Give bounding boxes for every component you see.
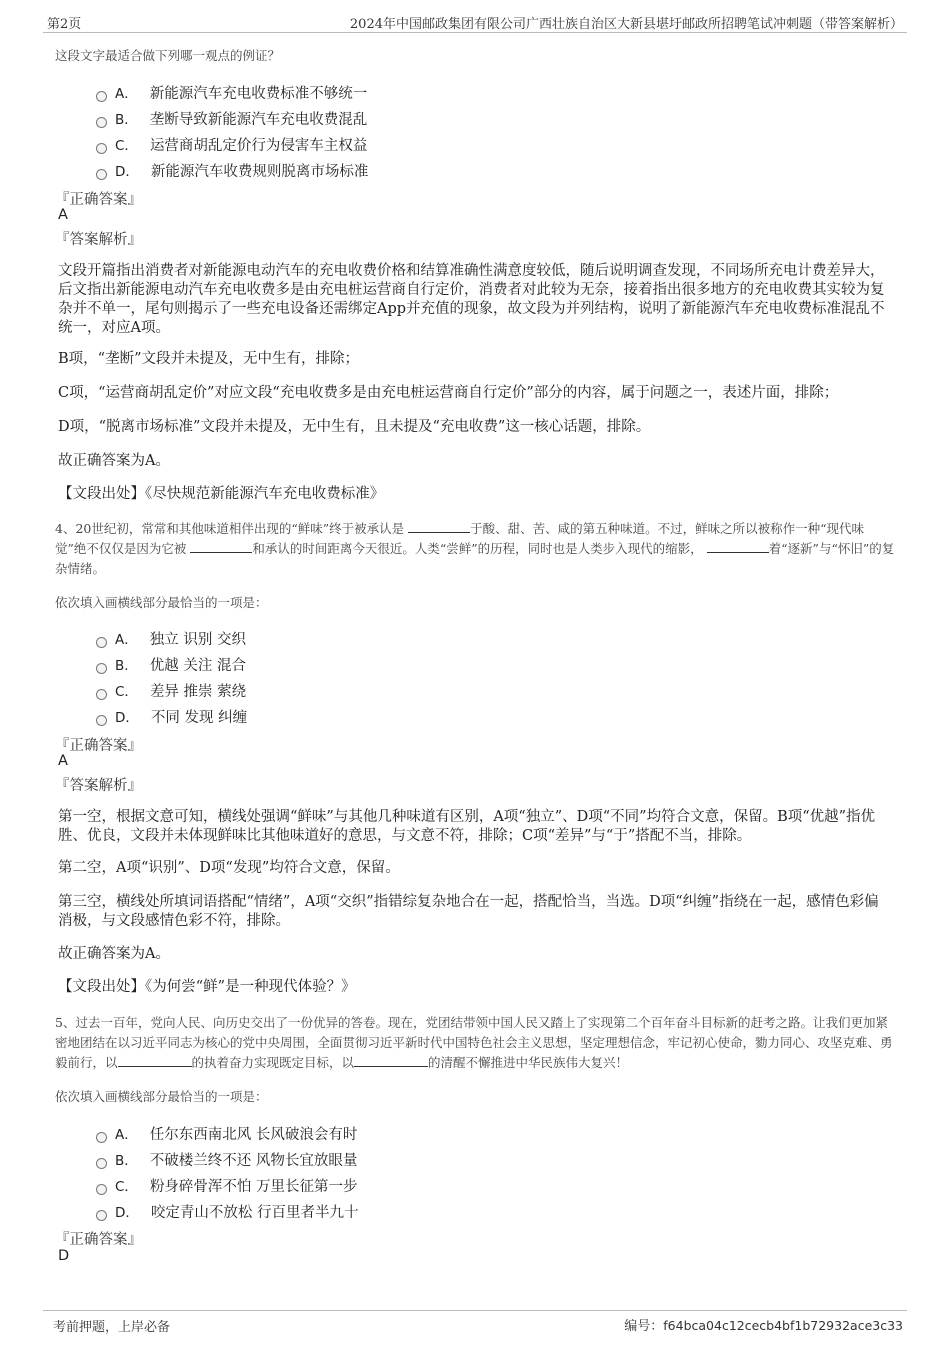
fill-blank bbox=[354, 1054, 428, 1067]
radio-icon[interactable] bbox=[96, 117, 107, 128]
q4-option-b[interactable]: B． 优越 关注 混合 bbox=[96, 654, 246, 676]
q3-correct-answer: A bbox=[58, 207, 68, 223]
fill-blank bbox=[118, 1054, 192, 1067]
q3-analysis-paragraph: C项，“运营商胡乱定价”对应文段“充电收费多是由充电桩运营商自行定价”部分的内容，属于问题之一，表述片面，排除； bbox=[58, 385, 839, 401]
q4-option-c[interactable]: C． 差异 推崇 萦绕 bbox=[96, 680, 246, 702]
q3-analysis-paragraph: D项，“脱离市场标准”文段并未提及，无中生有，且未提及“充电收费”这一核心话题，排除。 bbox=[58, 419, 651, 435]
q5-option-a[interactable]: A． 任尔东西南北风 长风破浪会有时 bbox=[96, 1123, 357, 1145]
q4-analysis-paragraph: 第一空，根据文意可知，横线处强调“鲜味”与其他几种味道有区别，A项“独立”、D项“不同”均符合文意，保留。B项“优越”指优胜、优良，文段并未体现鲜味比其他味道好的意思，与文意不符，排除；C项“差异”与“于”搭配不当，排除。 bbox=[58, 809, 876, 844]
radio-icon[interactable] bbox=[96, 689, 107, 700]
document-code: 编号：f64bca04c12cecb4bf1b72932ace3c33 bbox=[624, 1318, 903, 1334]
q5-option-b[interactable]: B． 不破楼兰终不还 风物长宜放眼量 bbox=[96, 1149, 357, 1171]
radio-icon[interactable] bbox=[96, 1158, 107, 1169]
document-title: 2024年中国邮政集团有限公司广西壮族自治区大新县堪圩邮政所招聘笔试冲刺题（带答案解析） bbox=[349, 17, 903, 32]
page-header bbox=[43, 10, 907, 33]
q3-analysis-paragraph: 文段开篇指出消费者对新能源电动汽车的充电收费价格和结算准确性满意度较低，随后说明调查发现，不同场所充电计费差异大，后文指出新能源电动汽车充电收费多是由充电桩运营商自行定价，消费者对此较为无奈，接着指出很多地方的充电收费其实较为复杂并不单一，尾句则揭示了一些充电设备还需绑定App并充值的现象，故文段为并列结构，说明了新能源汽车充电收费标准混乱不统一，对应A项。 bbox=[58, 263, 885, 336]
radio-icon[interactable] bbox=[96, 91, 107, 102]
q4-stem: 4、20世纪初，常常和其他味道相伴出现的“鲜味”终于被承认是 于酸、甜、苦、咸的第五种味道。不过，鲜味之所以被称作一种“现代味觉”绝不仅仅是因为它被 和承认的时间距离今天很近。人类“尝鲜”的历程，同时也是人类步入现代的缩影， 着“逐新”与“怀旧”的复杂情绪。 bbox=[55, 521, 895, 576]
q3-source: 【文段出处】《尽快规范新能源汽车充电收费标准》 bbox=[58, 486, 385, 502]
q4-analysis-paragraph: 第三空，横线处所填词语搭配“情绪”，A项“交织”指错综复杂地合在一起，搭配恰当，当选。D项“纠缠”指绕在一起，感情色彩偏消极，与文段感情色彩不符，排除。 bbox=[58, 894, 879, 929]
radio-icon[interactable] bbox=[96, 663, 107, 674]
radio-icon[interactable] bbox=[96, 715, 107, 726]
page-number: 第2页 bbox=[47, 17, 82, 32]
page-footer bbox=[43, 1310, 907, 1335]
q4-analysis-conclusion: 故正确答案为A。 bbox=[58, 946, 170, 962]
q4-option-a[interactable]: A． 独立 识别 交织 bbox=[96, 628, 246, 650]
radio-icon[interactable] bbox=[96, 1132, 107, 1143]
radio-icon[interactable] bbox=[96, 1210, 107, 1221]
q5-option-c[interactable]: C． 粉身碎骨浑不怕 万里长征第一步 bbox=[96, 1175, 358, 1197]
q4-correct-answer: A bbox=[58, 753, 68, 769]
q4-analysis-label: 『答案解析』 bbox=[55, 778, 142, 794]
q5-prompt: 依次填入画横线部分最恰当的一项是： bbox=[55, 1089, 268, 1104]
q3-analysis-label: 『答案解析』 bbox=[55, 232, 142, 248]
fill-blank bbox=[707, 540, 769, 553]
radio-icon[interactable] bbox=[96, 637, 107, 648]
q3-analysis-conclusion: 故正确答案为A。 bbox=[58, 453, 170, 469]
q4-analysis-paragraph: 第二空，A项“识别”、D项“发现”均符合文意，保留。 bbox=[58, 860, 400, 876]
q4-source: 【文段出处】《为何尝“鲜”是一种现代体验？》 bbox=[58, 979, 356, 995]
q5-correct-answer: D bbox=[58, 1248, 70, 1264]
q5-stem: 5、过去一百年，党向人民、向历史交出了一份优异的答卷。现在，党团结带领中国人民又踏上了实现第二个百年奋斗目标新的赶考之路。让我们更加紧密地团结在以习近平同志为核心的党中央周围，全面贯彻习近平新时代中国特色社会主义思想，坚定理想信念，牢记初心使命，勠力同心、攻坚克难、勇毅前行，以 的执着奋力实现既定目标，以 的清醒不懈推进中华民族伟大复兴！ bbox=[55, 1015, 893, 1070]
radio-icon[interactable] bbox=[96, 169, 107, 180]
q3-correct-label: 『正确答案』 bbox=[55, 192, 142, 208]
q4-correct-label: 『正确答案』 bbox=[55, 738, 142, 754]
fill-blank bbox=[190, 540, 252, 553]
q3-option-c[interactable]: C． 运营商胡乱定价行为侵害车主权益 bbox=[96, 134, 367, 156]
q3-option-d[interactable]: D． 新能源汽车收费规则脱离市场标准 bbox=[96, 160, 368, 182]
q3-prompt: 这段文字最适合做下列哪一观点的例证？ bbox=[55, 48, 281, 63]
q5-option-d[interactable]: D． 咬定青山不放松 行百里者半九十 bbox=[96, 1201, 359, 1223]
q4-option-d[interactable]: D． 不同 发现 纠缠 bbox=[96, 706, 247, 728]
q3-analysis-paragraph: B项，“垄断”文段并未提及，无中生有，排除； bbox=[58, 351, 359, 367]
q5-correct-label: 『正确答案』 bbox=[55, 1232, 142, 1248]
q3-option-a[interactable]: A． 新能源汽车充电收费标准不够统一 bbox=[96, 82, 367, 104]
footer-slogan: 考前押题，上岸必备 bbox=[53, 1320, 171, 1335]
q4-prompt: 依次填入画横线部分最恰当的一项是： bbox=[55, 595, 268, 610]
radio-icon[interactable] bbox=[96, 1184, 107, 1195]
fill-blank bbox=[408, 520, 470, 533]
q3-option-b[interactable]: B． 垄断导致新能源汽车充电收费混乱 bbox=[96, 108, 367, 130]
radio-icon[interactable] bbox=[96, 143, 107, 154]
